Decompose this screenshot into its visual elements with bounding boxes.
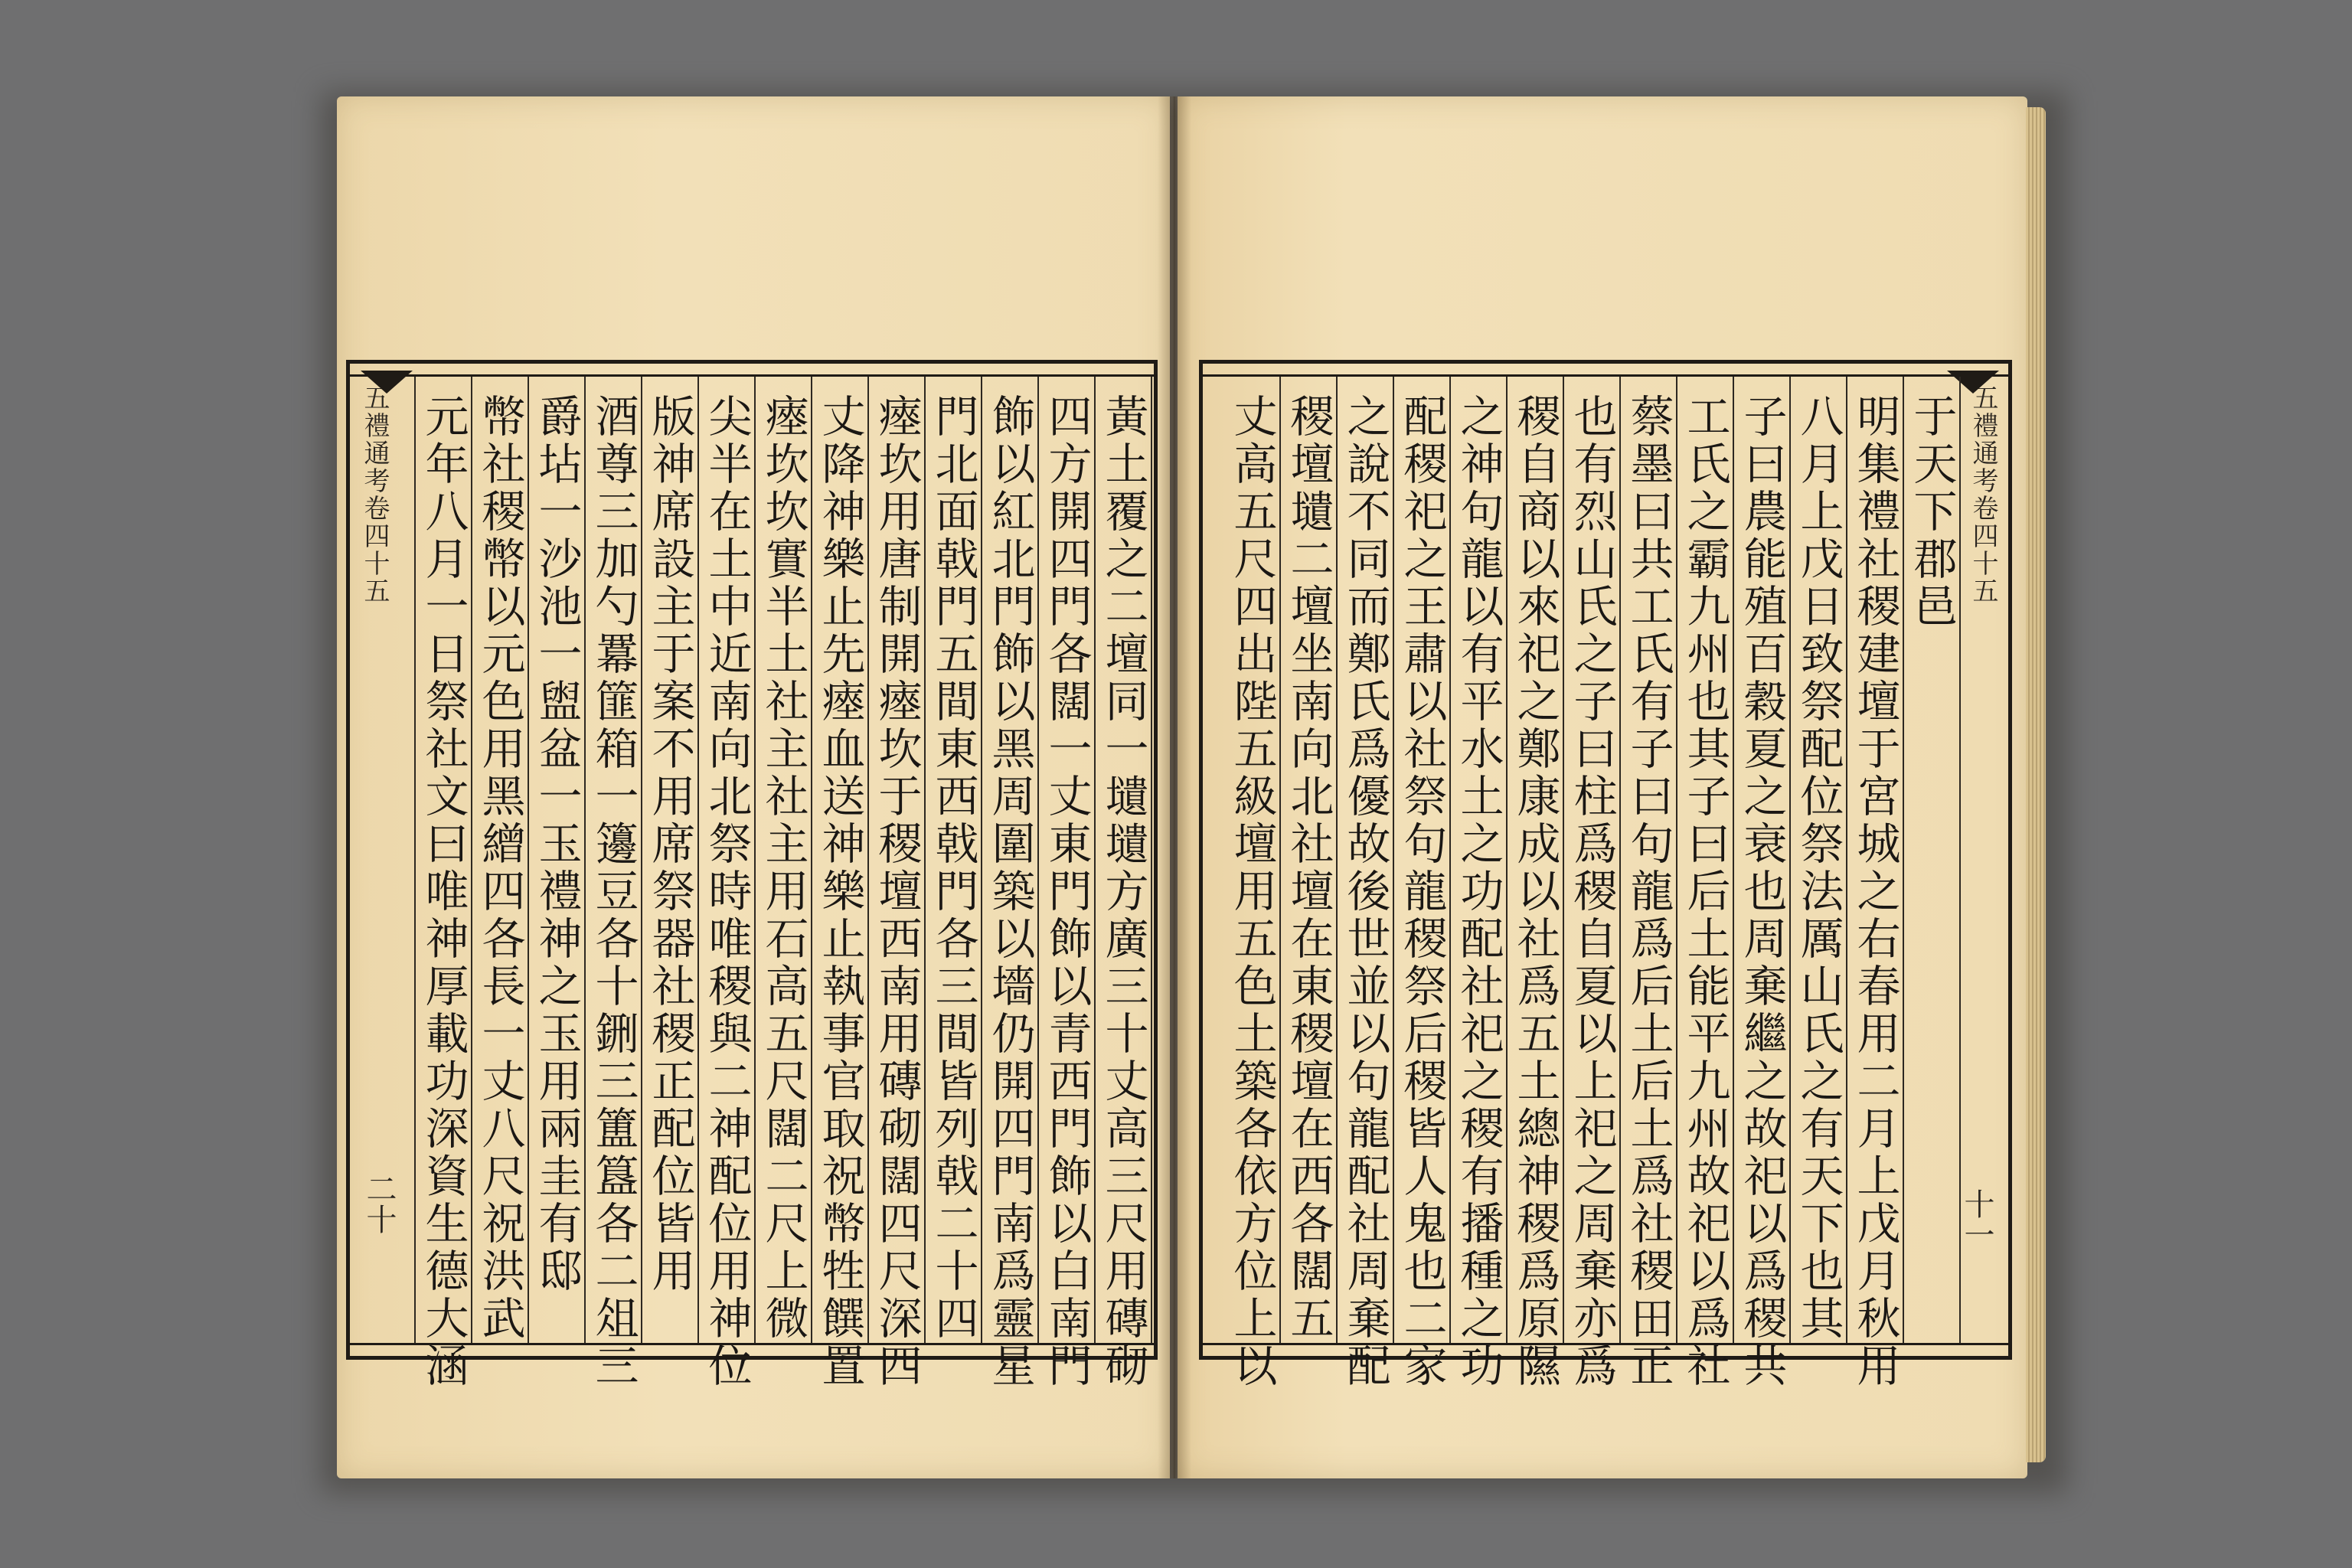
left-margin-label: 五禮通考卷四十五 (359, 384, 390, 605)
left-fishtail-mark (361, 371, 413, 394)
column-rule (1959, 377, 1961, 1343)
column-rule (811, 377, 812, 1343)
text-column: 版神席設主于案不用席祭器社稷正配位皆用 (645, 394, 695, 1295)
text-column: 丈降神樂止先瘞血送神樂止執事官取祝幣牲饌置 (815, 394, 865, 1390)
column-rule (1619, 377, 1621, 1343)
right-fishtail-mark (1947, 371, 1999, 394)
column-rule (471, 377, 472, 1343)
column-rule (641, 377, 642, 1343)
text-column: 黃土覆之二壇同一壝壝方廣三十丈高三尺用磚砌 (1098, 394, 1148, 1390)
column-rule (867, 377, 869, 1343)
column-rule (1903, 377, 1904, 1343)
text-column: 四方開四門各闊一丈東門飾以青西門飾以白南門 (1041, 394, 1092, 1390)
column-rule (697, 377, 699, 1343)
column-rule (1336, 377, 1338, 1343)
page-edges (2026, 107, 2046, 1462)
text-column: 稷自商以來祀之鄭康成以社爲五土總神稷爲原隰 (1510, 394, 1560, 1390)
column-rule (1449, 377, 1451, 1343)
text-column: 酒尊三加勺羃篚箱一籩豆各十鉶三簠簋各二俎三 (588, 394, 639, 1390)
column-rule (1789, 377, 1791, 1343)
right-page-number: 十一 (1959, 1188, 1994, 1250)
right-text-frame (1199, 360, 2012, 1390)
text-column: 元年八月一日祭社文曰唯神厚載功深資生德大涵 (418, 394, 469, 1390)
column-rule (1151, 377, 1152, 1343)
text-column: 之說不同而鄭氏爲優故後世並以句龍配社周棄配 (1340, 394, 1390, 1390)
text-column: 丈高五尺四出陛五級壇用五色土築各依方位上以 (1227, 394, 1277, 1390)
column-rule (1037, 377, 1039, 1343)
column-rule (924, 377, 926, 1343)
left-page-number: 二十 (361, 1173, 397, 1234)
right-text-block (1203, 374, 2008, 1390)
text-column: 八月上戊日致祭配位祭法厲山氏之有天下也其 (1793, 394, 1844, 1343)
left-text-block (350, 374, 1154, 1390)
text-column: 瘞坎坎實半土社主社主用石高五尺闊二尺上微 (758, 394, 808, 1343)
text-column: 于天下郡邑 (1906, 394, 1957, 631)
column-rule (414, 377, 416, 1343)
text-column: 門北面戟門五間東西戟門各三間皆列戟二十四 (928, 394, 978, 1343)
column-rule (1506, 377, 1508, 1343)
column-rule (1563, 377, 1564, 1343)
text-column: 也有烈山氏之子曰柱爲稷自夏以上祀之周棄亦爲 (1566, 394, 1617, 1390)
text-column: 尖半在土中近南向北祭時唯稷與二神配位用神位 (701, 394, 752, 1390)
text-column: 配稷祀之王肅以社祭句龍稷祭后稷皆人鬼也二家 (1396, 394, 1447, 1390)
column-rule (1846, 377, 1847, 1343)
text-column: 蔡墨曰共工氏有子曰句龍爲后土后土爲社稷田正 (1623, 394, 1674, 1390)
text-column: 飾以紅北門飾以黑周圍築以墻仍開四門南爲靈星 (985, 394, 1035, 1390)
right-margin-label: 五禮通考卷四十五 (1968, 384, 1998, 605)
column-rule (1733, 377, 1734, 1343)
column-rule (584, 377, 586, 1343)
text-column: 明集禮社稷建壇于宮城之右春用二月上戊月秋用 (1850, 394, 1900, 1390)
column-rule (1094, 377, 1096, 1343)
column-rule (754, 377, 756, 1343)
column-rule (528, 377, 529, 1343)
text-column: 幣社稷幣以元色用黑繒四各長一丈八尺祝洪武 (475, 394, 525, 1343)
text-column: 稷壇壝二壇坐南向北社壇在東稷壇在西各闊五 (1283, 394, 1334, 1343)
column-rule (1393, 377, 1394, 1343)
text-column: 子曰農能殖百穀夏之衰也周棄繼之故祀以爲稷共 (1736, 394, 1787, 1390)
left-text-frame (346, 360, 1158, 1390)
text-column: 爵坫一沙池一盥盆一玉禮神之玉用兩圭有邸 (531, 394, 582, 1295)
text-column: 瘞坎用唐制開瘞坎于稷壇西南用磚砌闊四尺深四 (871, 394, 922, 1390)
text-column: 工氏之霸九州也其子曰后土能平九州故祀以爲社 (1680, 394, 1730, 1390)
column-rule (1676, 377, 1677, 1343)
column-rule (981, 377, 982, 1343)
column-rule (1279, 377, 1281, 1343)
book-gutter (1158, 96, 1191, 1478)
text-column: 之神句龍以有平水土之功配社祀之稷有播種之功 (1453, 394, 1504, 1390)
